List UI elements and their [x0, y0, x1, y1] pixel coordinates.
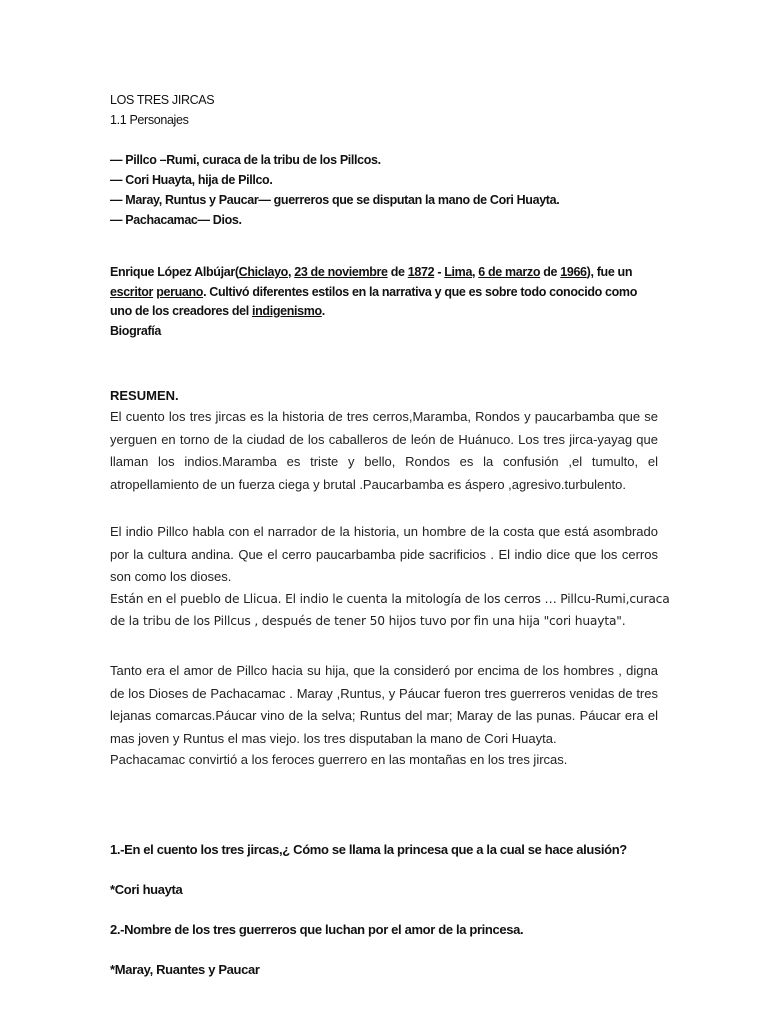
answer-2: *Maray, Ruantes y Paucar	[110, 962, 260, 977]
character-line: — Pillco –Rumi, curaca de la tribu de los Pillcos.	[110, 153, 381, 167]
question-1: 1.-En el cuento los tres jircas,¿ Cómo se llama la princesa que a la cual se hace alusión?	[110, 842, 627, 857]
birth-year-link[interactable]: 1872	[407, 265, 435, 279]
author-line-3	[110, 304, 325, 318]
biography-label: Biografía	[110, 324, 162, 338]
author-line-2	[110, 285, 637, 299]
section-heading: 1.1 Personajes	[110, 113, 189, 127]
punctuation: (	[234, 265, 239, 279]
summary-paragraph-2-line-5: de la tribu de los Pillcus , después de tener 50 hijos tuvo por fin una hija "cori huayta".	[110, 614, 626, 628]
character-line: — Pachacamac— Dios.	[110, 213, 242, 227]
punctuation: -	[434, 265, 445, 279]
birth-day-link[interactable]: 23 de noviembre	[294, 265, 388, 279]
movement-link[interactable]: indigenismo	[252, 304, 322, 318]
punctuation: de	[387, 265, 408, 279]
summary-paragraph-1: El cuento los tres jircas es la historia de tres cerros,Maramba, Rondos y paucarbamba que se yerguen en torno de la ciudad de los caballeros de león de Huánuco. Los tres jirca-yayag que llaman los indios.Maramba es triste y bello, Rondos es la confusión ,el tumulto, el atropellamiento de un fuerza ciega y brutal .Paucarbamba es áspero ,agresivo.turbulento.	[110, 409, 658, 492]
birthplace-link[interactable]: Chiclayo	[238, 265, 288, 279]
character-line: — Maray, Runtus y Paucar— guerreros que se disputan la mano de Cori Huayta.	[110, 193, 560, 207]
punctuation: .	[321, 304, 325, 318]
author-text: uno de los creadores del	[110, 304, 252, 318]
death-place-link[interactable]: Lima	[444, 265, 473, 279]
punctuation: ), fue un	[586, 265, 633, 279]
document-title: LOS TRES JIRCAS	[110, 93, 215, 107]
author-line-1	[110, 265, 632, 279]
author-name: Enrique López Albújar	[110, 265, 235, 279]
summary-title: RESUMEN.	[110, 388, 179, 403]
answer-1: *Cori huayta	[110, 882, 183, 897]
punctuation: ,	[472, 265, 479, 279]
punctuation: de	[540, 265, 561, 279]
question-2: 2.-Nombre de los tres guerreros que luchan por el amor de la princesa.	[110, 922, 524, 937]
author-text: . Cultivó diferentes estilos en la narrativa y que es sobre todo conocido como	[203, 285, 637, 299]
summary-paragraph-3-last-line: Pachacamac convirtió a los feroces guerrero en las montañas en los tres jircas.	[110, 752, 568, 767]
character-line: — Cori Huayta, hija de Pillco.	[110, 173, 273, 187]
profession-link[interactable]: escritor	[110, 285, 154, 299]
punctuation: ,	[287, 265, 295, 279]
death-day-link[interactable]: 6 de marzo	[478, 265, 541, 279]
summary-paragraph-2-line-4: Están en el pueblo de Llicua. El indio le cuenta la mitología de los cerros … Pillcu-Rumi,curaca	[110, 592, 670, 606]
death-year-link[interactable]: 1966	[560, 265, 587, 279]
summary-paragraph-2: El indio Pillco habla con el narrador de la historia, un hombre de la costa que está asombrado por la cultura andina. Que el cerro paucarbamba pide sacrificios . El indio dice que los cerros son como los dioses.	[110, 524, 658, 584]
nationality-link[interactable]: peruano	[156, 285, 204, 299]
summary-paragraph-3: Tanto era el amor de Pillco hacia su hija, que la consideró por encima de los hombres , digna de los Dioses de Pachacamac . Maray ,Runtus, y Páucar fueron tres guerreros venidas de tres lejanas comarcas.Páucar vino de la selva; Runtus del mar; Maray de las punas. Páucar era el mas joven y Runtus el mas viejo. los tres disputaban la mano de Cori Huayta.	[110, 663, 658, 746]
